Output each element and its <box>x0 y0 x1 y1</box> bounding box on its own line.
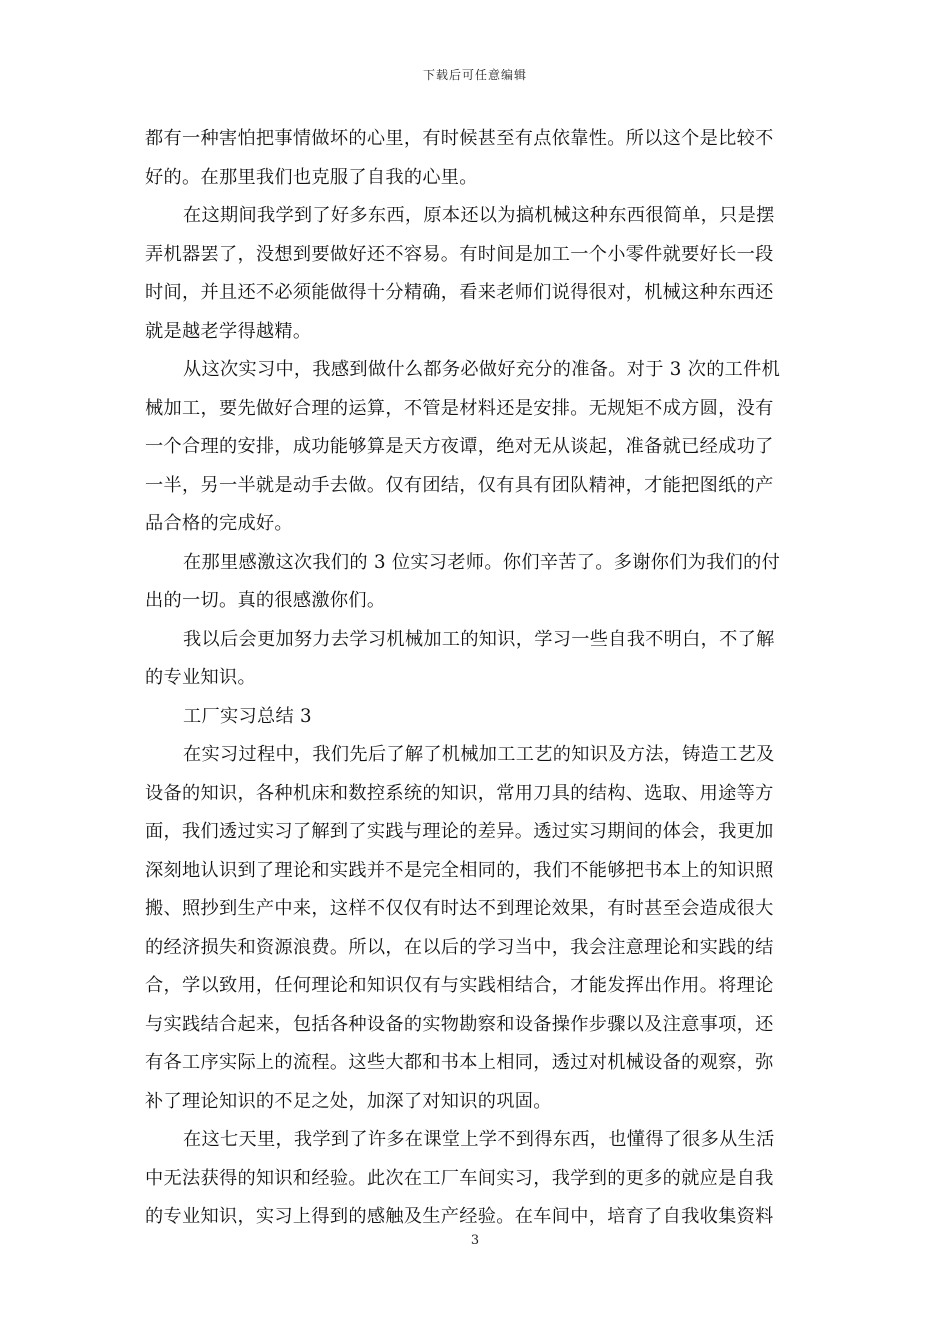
section-heading: 工厂实习总结 3 <box>183 705 312 727</box>
text-line: 都有一种害怕把事情做坏的心里，有时候甚至有点依靠性。所以这个是比较不 <box>145 128 774 149</box>
text-line: 中无法获得的知识和经验。此次在工厂车间实习，我学到的更多的就应是自我 <box>145 1167 774 1189</box>
text-line: 补了理论知识的不足之处，加深了对知识的巩固。 <box>145 1090 552 1112</box>
text-line: 设备的知识，各种机床和数控系统的知识，常用刀具的结构、选取、用途等方 <box>145 782 774 804</box>
text-line: 在实习过程中，我们先后了解了机械加工工艺的知识及方法，铸造工艺及 <box>183 744 775 765</box>
text-line: 的专业知识，实习上得到的感触及生产经验。在车间中，培育了自我收集资料 <box>145 1206 774 1227</box>
text-line: 品合格的完成好。 <box>145 513 293 534</box>
text-line: 时间，并且还不必须能做得十分精确，看来老师们说得很对，机械这种东西还 <box>145 282 774 303</box>
text-line: 我以后会更加努力去学习机械加工的知识，学习一些自我不明白，不了解 <box>183 628 775 650</box>
text-line: 深刻地认识到了理论和实践并不是完全相同的，我们不能够把书本上的知识照 <box>145 859 774 881</box>
text-line: 一半，另一半就是动手去做。仅有团结，仅有具有团队精神，才能把图纸的产 <box>145 474 774 496</box>
text-line: 在那里感激这次我们的 3 位实习老师。你们辛苦了。多谢你们为我们的付 <box>183 551 781 573</box>
text-line: 在这七天里，我学到了许多在课堂上学不到得东西，也懂得了很多从生活 <box>183 1129 775 1150</box>
page-number: 3 <box>470 1233 480 1248</box>
text-line: 一个合理的安排，成功能够算是天方夜谭，绝对无从谈起，准备就已经成功了 <box>145 436 774 457</box>
text-line: 弄机器罢了，没想到要做好还不容易。有时间是加工一个小零件就要好长一段 <box>145 243 774 265</box>
text-line: 搬、照抄到生产中来，这样不仅仅有时达不到理论效果，有时甚至会造成很大 <box>145 898 774 919</box>
text-line: 在这期间我学到了好多东西，原本还以为搞机械这种东西很简单，只是摆 <box>183 205 775 226</box>
text-line: 从这次实习中，我感到做什么都务必做好充分的准备。对于 3 次的工件机 <box>183 359 781 380</box>
document-body <box>145 120 807 1237</box>
text-line: 面，我们透过实习了解到了实践与理论的差异。透过实习期间的体会，我更加 <box>145 821 774 842</box>
text-line: 出的一切。真的很感激你们。 <box>145 590 386 611</box>
page-header: 下载后可任意编辑 <box>422 68 527 82</box>
text-line: 就是越老学得越精。 <box>145 320 312 342</box>
text-line: 与实践结合起来，包括各种设备的实物勘察和设备操作步骤以及注意事项，还 <box>145 1013 774 1035</box>
text-line: 好的。在那里我们也克服了自我的心里。 <box>145 166 478 188</box>
text-line: 械加工，要先做好合理的运算，不管是材料还是安排。无规矩不成方圆，没有 <box>145 397 774 419</box>
text-line: 合，学以致用，任何理论和知识仅有与实践相结合，才能发挥出作用。将理论 <box>145 975 774 996</box>
text-line: 的经济损失和资源浪费。所以，在以后的学习当中，我会注意理论和实践的结 <box>145 936 774 958</box>
text-line: 有各工序实际上的流程。这些大都和书本上相同，透过对机械设备的观察，弥 <box>145 1052 774 1073</box>
text-line: 的专业知识。 <box>145 667 256 688</box>
